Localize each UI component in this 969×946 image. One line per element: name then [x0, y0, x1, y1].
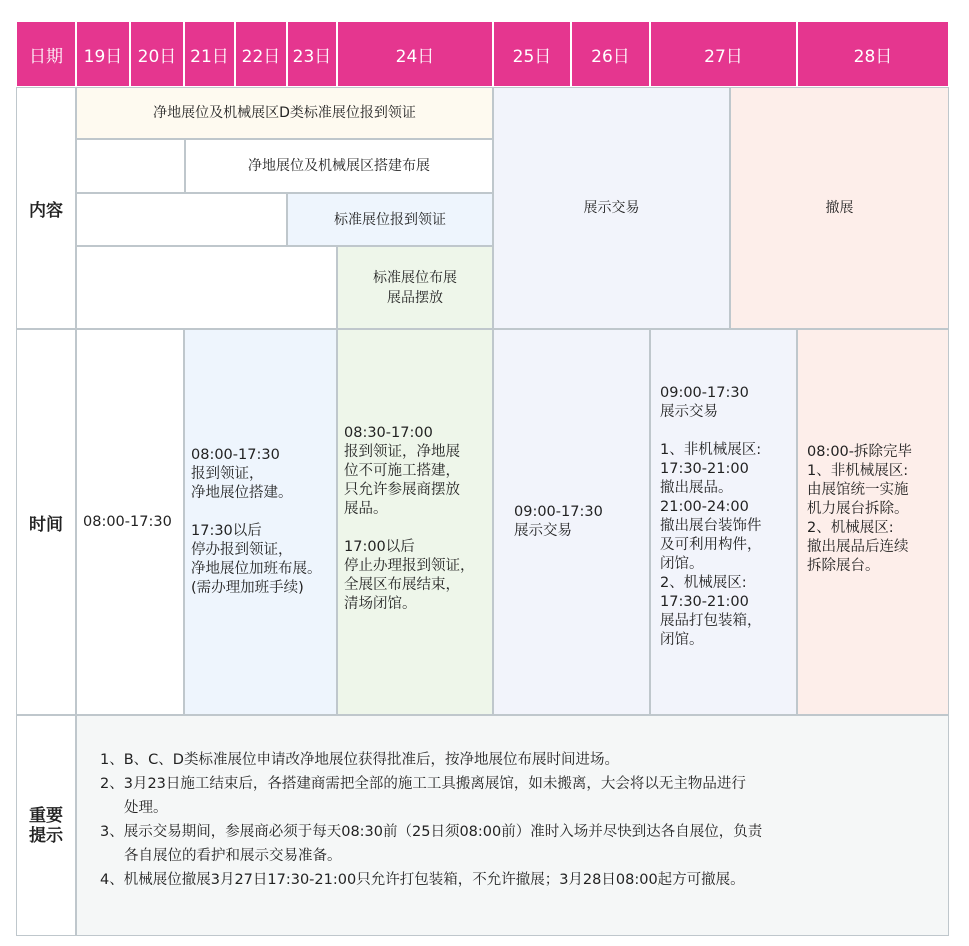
notes-list: [100, 748, 920, 892]
time-cell-21-23: 08:00-17:30 报到领证， 净地展位搭建。 17:30以后 停办报到领证， 净地展位加班布展。 (需办理加班手续): [184, 329, 337, 715]
time-cell-25-26: 09:00-17:30 展示交易: [493, 329, 650, 715]
note-item-2-continued: 处理。: [124, 800, 168, 816]
content-empty-cell: [76, 139, 185, 193]
row-label-notes: 重要 提示: [16, 715, 76, 936]
time-cell-28: 08:00-拆除完毕 1、非机械展区: 由展馆统一实施 机力展台拆除。 2、机械展区: 撤出展品后连续 拆除展台。: [797, 329, 949, 715]
note-item-2: 2、3月23日施工结束后，各搭建商需把全部的施工工具搬离展馆，如未搬离，大会将以无主物品进行: [100, 776, 746, 792]
header-day-21: 21日: [184, 21, 235, 87]
header-day-26: 26日: [571, 21, 650, 87]
header-day-20: 20日: [130, 21, 184, 87]
row-label-time: 时间: [16, 329, 76, 715]
content-bar-checkin-clear-space: 净地展位及机械展区D类标准展位报到领证: [76, 87, 493, 139]
header-day-24: 24日: [337, 21, 493, 87]
header-date-label: 日期: [16, 21, 76, 87]
header-day-27: 27日: [650, 21, 797, 87]
content-bar-build: 净地展位及机械展区搭建布展: [185, 139, 493, 193]
content-bar-standard-setup: 标准展位布展 展品摆放: [337, 246, 493, 329]
header-day-19: 19日: [76, 21, 130, 87]
note-item-1: 1、B、C、D类标准展位申请改净地展位获得批准后，按净地展位布展时间进场。: [100, 752, 619, 768]
header-day-25: 25日: [493, 21, 571, 87]
content-bar-standard-checkin: 标准展位报到领证: [287, 193, 493, 246]
content-empty-cell: [76, 193, 287, 246]
time-cell-19-20: 08:00-17:30: [76, 329, 184, 715]
note-item-3: 3、展示交易期间，参展商必须于每天08:30前（25日须08:00前）准时入场并尽快到达各自展位，负责: [100, 824, 763, 840]
note-item-3-continued: 各自展位的看护和展示交易准备。: [124, 848, 342, 864]
note-item-4: 4、机械展位撤展3月27日17:30-21:00只允许打包装箱，不允许撤展；3月28日08:00起方可撤展。: [100, 872, 745, 888]
content-dismantle: 撤展: [730, 87, 949, 329]
time-cell-27: 09:00-17:30 展示交易 1、非机械展区: 17:30-21:00 撤出展品。 21:00-24:00 撤出展台装饰件 及可利用构件， 闭馆。 2、机械展区: 17:30-21:00 展品打包装箱， 闭馆。: [650, 329, 797, 715]
time-cell-24: 08:30-17:00 报到领证，净地展 位不可施工搭建， 只允许参展商摆放 展品。 17:00以后 停止办理报到领证， 全展区布展结束， 清场闭馆。: [337, 329, 493, 715]
header-day-28: 28日: [797, 21, 949, 87]
row-label-content: 内容: [16, 87, 76, 329]
header-day-22: 22日: [235, 21, 287, 87]
content-exhibit-trade: 展示交易: [493, 87, 730, 329]
content-empty-cell: [76, 246, 337, 329]
header-day-23: 23日: [287, 21, 337, 87]
